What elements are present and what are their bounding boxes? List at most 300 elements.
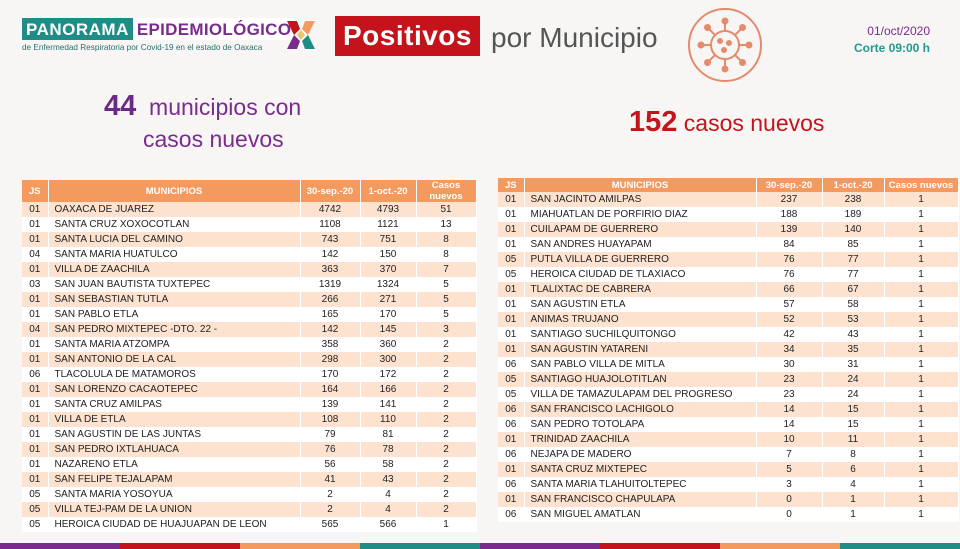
row-1oct: 15 xyxy=(822,417,884,432)
row-js: 01 xyxy=(22,352,48,367)
row-casos-nuevos: 3 xyxy=(416,322,476,337)
row-30sep: 34 xyxy=(756,342,822,357)
row-1oct: 24 xyxy=(822,372,884,387)
row-js: 01 xyxy=(498,237,524,252)
row-30sep: 76 xyxy=(756,252,822,267)
row-1oct: 4 xyxy=(360,487,416,502)
row-1oct: 360 xyxy=(360,337,416,352)
row-1oct: 150 xyxy=(360,247,416,262)
row-1oct: 141 xyxy=(360,397,416,412)
row-js: 01 xyxy=(22,457,48,472)
table-row xyxy=(22,397,476,412)
row-casos-nuevos: 1 xyxy=(884,192,958,207)
table-row xyxy=(22,487,476,502)
row-1oct: 1324 xyxy=(360,277,416,292)
row-js: 01 xyxy=(22,382,48,397)
row-municipio: SANTA CRUZ XOXOCOTLAN xyxy=(48,217,300,232)
brand-x-icon xyxy=(284,18,318,52)
row-30sep: 66 xyxy=(756,282,822,297)
row-municipio: SANTA MARIA HUATULCO xyxy=(48,247,300,262)
table-row xyxy=(498,432,958,447)
row-js: 01 xyxy=(22,262,48,277)
row-municipio: SAN LORENZO CACAOTEPEC xyxy=(48,382,300,397)
row-1oct: 566 xyxy=(360,517,416,532)
row-municipio: OAXACA DE JUAREZ xyxy=(48,202,300,217)
table-row xyxy=(22,412,476,427)
row-casos-nuevos: 5 xyxy=(416,307,476,322)
cases-count: 152 xyxy=(629,106,678,138)
row-1oct: 4 xyxy=(822,477,884,492)
row-municipio: CUILAPAM DE GUERRERO xyxy=(524,222,756,237)
table-row xyxy=(22,292,476,307)
row-30sep: 14 xyxy=(756,402,822,417)
row-1oct: 751 xyxy=(360,232,416,247)
row-municipio: TRINIDAD ZAACHILA xyxy=(524,432,756,447)
row-municipio: TLACOLULA DE MATAMOROS xyxy=(48,367,300,382)
row-casos-nuevos: 5 xyxy=(416,292,476,307)
row-casos-nuevos: 5 xyxy=(416,277,476,292)
row-1oct: 4793 xyxy=(360,202,416,217)
row-js: 06 xyxy=(22,367,48,382)
bottom-color-bar xyxy=(0,543,960,549)
row-municipio: SAN SEBASTIAN TUTLA xyxy=(48,292,300,307)
bottom-bar-segment xyxy=(600,543,720,549)
row-30sep: 170 xyxy=(300,367,360,382)
row-casos-nuevos: 1 xyxy=(884,357,958,372)
row-30sep: 5 xyxy=(756,462,822,477)
row-1oct: 53 xyxy=(822,312,884,327)
row-municipio: VILLA DE ETLA xyxy=(48,412,300,427)
row-1oct: 166 xyxy=(360,382,416,397)
table-row xyxy=(22,472,476,487)
row-casos-nuevos: 2 xyxy=(416,442,476,457)
col-casos: Casos nuevos xyxy=(416,180,476,202)
row-casos-nuevos: 8 xyxy=(416,247,476,262)
row-1oct: 6 xyxy=(822,462,884,477)
row-js: 01 xyxy=(498,282,524,297)
row-1oct: 238 xyxy=(822,192,884,207)
row-municipio: ANIMAS TRUJANO xyxy=(524,312,756,327)
municipios-text-2: casos nuevos xyxy=(143,126,284,152)
table-row xyxy=(498,312,958,327)
row-casos-nuevos: 1 xyxy=(884,462,958,477)
bottom-bar-segment xyxy=(720,543,840,549)
row-30sep: 108 xyxy=(300,412,360,427)
table-row xyxy=(22,262,476,277)
col-js: JS xyxy=(22,180,48,202)
table-row xyxy=(22,217,476,232)
row-1oct: 15 xyxy=(822,402,884,417)
row-casos-nuevos: 1 xyxy=(884,327,958,342)
table-row xyxy=(498,492,958,507)
report-date: 01/oct/2020 xyxy=(867,24,930,38)
row-casos-nuevos: 1 xyxy=(884,312,958,327)
row-municipio: MIAHUATLAN DE PORFIRIO DIAZ xyxy=(524,207,756,222)
row-municipio: SANTA MARIA ATZOMPA xyxy=(48,337,300,352)
row-1oct: 110 xyxy=(360,412,416,427)
title-positivos: Positivos xyxy=(335,16,480,56)
row-js: 01 xyxy=(498,222,524,237)
date-box xyxy=(854,24,930,55)
row-30sep: 139 xyxy=(756,222,822,237)
row-casos-nuevos: 1 xyxy=(884,267,958,282)
row-js: 01 xyxy=(498,207,524,222)
row-1oct: 1 xyxy=(822,507,884,522)
row-municipio: SAN PABLO ETLA xyxy=(48,307,300,322)
row-30sep: 142 xyxy=(300,322,360,337)
table-row xyxy=(22,517,476,532)
row-municipio: SAN PEDRO IXTLAHUACA xyxy=(48,442,300,457)
brand-panorama: PANORAMA xyxy=(22,18,133,40)
table-row xyxy=(498,372,958,387)
row-30sep: 57 xyxy=(756,297,822,312)
row-municipio: SANTIAGO SUCHILQUITONGO xyxy=(524,327,756,342)
cases-table-left xyxy=(22,180,477,532)
row-js: 01 xyxy=(22,337,48,352)
row-js: 01 xyxy=(22,427,48,442)
municipios-count: 44 xyxy=(104,90,137,122)
table-row xyxy=(22,457,476,472)
row-30sep: 14 xyxy=(756,417,822,432)
row-casos-nuevos: 2 xyxy=(416,352,476,367)
virus-icon xyxy=(686,6,764,84)
table-row xyxy=(22,502,476,517)
row-1oct: 67 xyxy=(822,282,884,297)
row-1oct: 1121 xyxy=(360,217,416,232)
row-30sep: 743 xyxy=(300,232,360,247)
row-casos-nuevos: 13 xyxy=(416,217,476,232)
table-row xyxy=(498,402,958,417)
row-30sep: 10 xyxy=(756,432,822,447)
table-row xyxy=(498,207,958,222)
row-30sep: 4742 xyxy=(300,202,360,217)
row-js: 01 xyxy=(498,192,524,207)
row-municipio: HEROICA CIUDAD DE TLAXIACO xyxy=(524,267,756,282)
table-row xyxy=(22,232,476,247)
row-1oct: 4 xyxy=(360,502,416,517)
row-js: 05 xyxy=(22,487,48,502)
brand-subtitle: de Enfermedad Respiratoria por Covid-19 en el estado de Oaxaca xyxy=(22,43,263,52)
row-casos-nuevos: 7 xyxy=(416,262,476,277)
row-municipio: SANTA CRUZ AMILPAS xyxy=(48,397,300,412)
row-js: 01 xyxy=(22,442,48,457)
row-municipio: PUTLA VILLA DE GUERRERO xyxy=(524,252,756,267)
col-1oct: 1-oct.-20 xyxy=(822,178,884,192)
row-casos-nuevos: 1 xyxy=(884,417,958,432)
row-1oct: 170 xyxy=(360,307,416,322)
row-casos-nuevos: 51 xyxy=(416,202,476,217)
row-municipio: VILLA TEJ-PAM DE LA UNION xyxy=(48,502,300,517)
row-js: 01 xyxy=(498,492,524,507)
row-js: 01 xyxy=(22,232,48,247)
row-30sep: 142 xyxy=(300,247,360,262)
row-1oct: 43 xyxy=(360,472,416,487)
row-js: 01 xyxy=(22,397,48,412)
row-municipio: NEJAPA DE MADERO xyxy=(524,447,756,462)
table-row xyxy=(498,357,958,372)
row-30sep: 237 xyxy=(756,192,822,207)
row-casos-nuevos: 2 xyxy=(416,397,476,412)
header xyxy=(0,0,960,86)
row-municipio: HEROICA CIUDAD DE HUAJUAPAN DE LEON xyxy=(48,517,300,532)
row-municipio: SAN FRANCISCO CHAPULAPA xyxy=(524,492,756,507)
row-30sep: 165 xyxy=(300,307,360,322)
row-1oct: 140 xyxy=(822,222,884,237)
row-30sep: 23 xyxy=(756,372,822,387)
row-1oct: 58 xyxy=(822,297,884,312)
row-30sep: 0 xyxy=(756,492,822,507)
cases-text: casos nuevos xyxy=(683,110,825,136)
col-municipios: MUNICIPIOS xyxy=(524,178,756,192)
col-js: JS xyxy=(498,178,524,192)
row-municipio: SAN ANTONIO DE LA CAL xyxy=(48,352,300,367)
table-row xyxy=(498,222,958,237)
table-row xyxy=(22,277,476,292)
table-row xyxy=(498,507,958,522)
row-1oct: 172 xyxy=(360,367,416,382)
row-casos-nuevos: 2 xyxy=(416,382,476,397)
row-casos-nuevos: 1 xyxy=(884,372,958,387)
row-casos-nuevos: 1 xyxy=(884,342,958,357)
table-row xyxy=(22,337,476,352)
row-js: 06 xyxy=(498,477,524,492)
row-municipio: SAN JUAN BAUTISTA TUXTEPEC xyxy=(48,277,300,292)
row-30sep: 52 xyxy=(756,312,822,327)
table-row xyxy=(498,387,958,402)
summary-cases xyxy=(629,104,824,141)
bottom-bar-segment xyxy=(360,543,480,549)
row-municipio: VILLA DE TAMAZULAPAM DEL PROGRESO xyxy=(524,387,756,402)
row-1oct: 1 xyxy=(822,492,884,507)
table-row xyxy=(498,417,958,432)
row-1oct: 8 xyxy=(822,447,884,462)
table-row xyxy=(22,322,476,337)
row-30sep: 2 xyxy=(300,487,360,502)
row-casos-nuevos: 1 xyxy=(884,207,958,222)
bottom-bar-segment xyxy=(480,543,600,549)
table-row xyxy=(22,427,476,442)
table-row xyxy=(498,297,958,312)
row-js: 04 xyxy=(22,322,48,337)
row-js: 05 xyxy=(498,372,524,387)
table-row xyxy=(22,307,476,322)
row-js: 01 xyxy=(22,217,48,232)
bottom-bar-segment xyxy=(840,543,960,549)
row-30sep: 84 xyxy=(756,237,822,252)
row-30sep: 0 xyxy=(756,507,822,522)
row-1oct: 78 xyxy=(360,442,416,457)
row-30sep: 358 xyxy=(300,337,360,352)
table-header-row xyxy=(22,180,476,202)
row-js: 01 xyxy=(498,327,524,342)
row-casos-nuevos: 1 xyxy=(416,517,476,532)
row-1oct: 77 xyxy=(822,267,884,282)
row-casos-nuevos: 1 xyxy=(884,252,958,267)
row-municipio: SANTA MARIA TLAHUITOLTEPEC xyxy=(524,477,756,492)
row-municipio: SAN FRANCISCO LACHIGOLO xyxy=(524,402,756,417)
table-row xyxy=(498,282,958,297)
table-row xyxy=(22,367,476,382)
row-municipio: SAN MIGUEL AMATLAN xyxy=(524,507,756,522)
row-1oct: 370 xyxy=(360,262,416,277)
row-casos-nuevos: 1 xyxy=(884,402,958,417)
municipios-text-1: municipios con xyxy=(149,94,302,120)
row-30sep: 139 xyxy=(300,397,360,412)
summary-municipios xyxy=(104,90,364,155)
row-js: 01 xyxy=(498,297,524,312)
row-municipio: SANTIAGO HUAJOLOTITLAN xyxy=(524,372,756,387)
table-row xyxy=(498,252,958,267)
row-30sep: 1319 xyxy=(300,277,360,292)
title-por-municipio: por Municipio xyxy=(491,22,658,53)
table-row xyxy=(498,342,958,357)
row-casos-nuevos: 2 xyxy=(416,457,476,472)
row-casos-nuevos: 1 xyxy=(884,237,958,252)
table-row xyxy=(22,382,476,397)
row-js: 01 xyxy=(22,202,48,217)
row-municipio: SAN PEDRO MIXTEPEC -DTO. 22 - xyxy=(48,322,300,337)
col-1oct: 1-oct.-20 xyxy=(360,180,416,202)
row-js: 03 xyxy=(22,277,48,292)
row-30sep: 41 xyxy=(300,472,360,487)
row-js: 01 xyxy=(498,342,524,357)
row-30sep: 56 xyxy=(300,457,360,472)
col-30sep: 30-sep.-20 xyxy=(756,178,822,192)
row-1oct: 77 xyxy=(822,252,884,267)
row-municipio: SANTA CRUZ MIXTEPEC xyxy=(524,462,756,477)
row-js: 01 xyxy=(498,312,524,327)
table-row xyxy=(498,462,958,477)
row-casos-nuevos: 2 xyxy=(416,472,476,487)
row-js: 04 xyxy=(22,247,48,262)
row-municipio: TLALIXTAC DE CABRERA xyxy=(524,282,756,297)
row-js: 06 xyxy=(498,447,524,462)
row-js: 01 xyxy=(22,412,48,427)
bottom-bar-segment xyxy=(0,543,120,549)
row-1oct: 58 xyxy=(360,457,416,472)
row-municipio: SAN AGUSTIN DE LAS JUNTAS xyxy=(48,427,300,442)
row-casos-nuevos: 2 xyxy=(416,487,476,502)
row-1oct: 271 xyxy=(360,292,416,307)
row-casos-nuevos: 1 xyxy=(884,447,958,462)
table-row xyxy=(498,447,958,462)
row-1oct: 43 xyxy=(822,327,884,342)
row-30sep: 363 xyxy=(300,262,360,277)
row-municipio: SANTA LUCIA DEL CAMINO xyxy=(48,232,300,247)
row-js: 05 xyxy=(22,502,48,517)
row-municipio: SAN PABLO VILLA DE MITLA xyxy=(524,357,756,372)
table-row xyxy=(498,477,958,492)
row-30sep: 3 xyxy=(756,477,822,492)
cases-table-right xyxy=(498,178,959,522)
row-casos-nuevos: 2 xyxy=(416,427,476,442)
row-casos-nuevos: 1 xyxy=(884,477,958,492)
row-casos-nuevos: 2 xyxy=(416,502,476,517)
col-casos: Casos nuevos xyxy=(884,178,958,192)
row-30sep: 76 xyxy=(756,267,822,282)
row-js: 01 xyxy=(498,432,524,447)
row-js: 06 xyxy=(498,357,524,372)
table-row xyxy=(22,442,476,457)
row-1oct: 24 xyxy=(822,387,884,402)
row-30sep: 1108 xyxy=(300,217,360,232)
row-1oct: 11 xyxy=(822,432,884,447)
row-js: 06 xyxy=(498,417,524,432)
row-municipio: SAN ANDRES HUAYAPAM xyxy=(524,237,756,252)
row-municipio: SANTA MARIA YOSOYUA xyxy=(48,487,300,502)
row-casos-nuevos: 8 xyxy=(416,232,476,247)
cut-time: Corte 09:00 h xyxy=(853,41,930,55)
row-casos-nuevos: 1 xyxy=(884,492,958,507)
row-municipio: SAN AGUSTIN YATARENI xyxy=(524,342,756,357)
row-1oct: 35 xyxy=(822,342,884,357)
bottom-bar-segment xyxy=(240,543,360,549)
row-casos-nuevos: 1 xyxy=(884,432,958,447)
table-row xyxy=(22,352,476,367)
row-casos-nuevos: 1 xyxy=(884,507,958,522)
row-30sep: 79 xyxy=(300,427,360,442)
col-30sep: 30-sep.-20 xyxy=(300,180,360,202)
row-30sep: 565 xyxy=(300,517,360,532)
row-30sep: 2 xyxy=(300,502,360,517)
row-municipio: SAN JACINTO AMILPAS xyxy=(524,192,756,207)
row-30sep: 23 xyxy=(756,387,822,402)
row-1oct: 81 xyxy=(360,427,416,442)
row-municipio: SAN FELIPE TEJALAPAM xyxy=(48,472,300,487)
row-municipio: NAZARENO ETLA xyxy=(48,457,300,472)
col-municipios: MUNICIPIOS xyxy=(48,180,300,202)
table-header-row xyxy=(498,178,958,192)
row-casos-nuevos: 1 xyxy=(884,297,958,312)
row-casos-nuevos: 2 xyxy=(416,367,476,382)
row-30sep: 30 xyxy=(756,357,822,372)
row-30sep: 298 xyxy=(300,352,360,367)
row-1oct: 31 xyxy=(822,357,884,372)
row-casos-nuevos: 1 xyxy=(884,222,958,237)
row-municipio: VILLA DE ZAACHILA xyxy=(48,262,300,277)
row-30sep: 76 xyxy=(300,442,360,457)
row-30sep: 7 xyxy=(756,447,822,462)
table-row xyxy=(498,267,958,282)
row-30sep: 164 xyxy=(300,382,360,397)
row-1oct: 189 xyxy=(822,207,884,222)
bottom-bar-segment xyxy=(120,543,240,549)
row-1oct: 85 xyxy=(822,237,884,252)
table-row xyxy=(498,237,958,252)
row-js: 01 xyxy=(22,307,48,322)
row-1oct: 300 xyxy=(360,352,416,367)
row-1oct: 145 xyxy=(360,322,416,337)
row-js: 05 xyxy=(498,267,524,282)
row-casos-nuevos: 1 xyxy=(884,282,958,297)
table-row xyxy=(22,202,476,217)
table-row xyxy=(498,192,958,207)
row-js: 05 xyxy=(498,252,524,267)
row-js: 01 xyxy=(22,472,48,487)
row-casos-nuevos: 2 xyxy=(416,337,476,352)
row-30sep: 188 xyxy=(756,207,822,222)
row-municipio: SAN AGUSTIN ETLA xyxy=(524,297,756,312)
row-casos-nuevos: 1 xyxy=(884,387,958,402)
row-municipio: SAN PEDRO TOTOLAPA xyxy=(524,417,756,432)
row-30sep: 266 xyxy=(300,292,360,307)
row-js: 06 xyxy=(498,402,524,417)
row-30sep: 42 xyxy=(756,327,822,342)
row-js: 06 xyxy=(498,507,524,522)
row-casos-nuevos: 2 xyxy=(416,412,476,427)
brand-logo xyxy=(22,18,292,52)
brand-epidemiologico: EPIDEMIOLÓGICO xyxy=(133,18,294,40)
